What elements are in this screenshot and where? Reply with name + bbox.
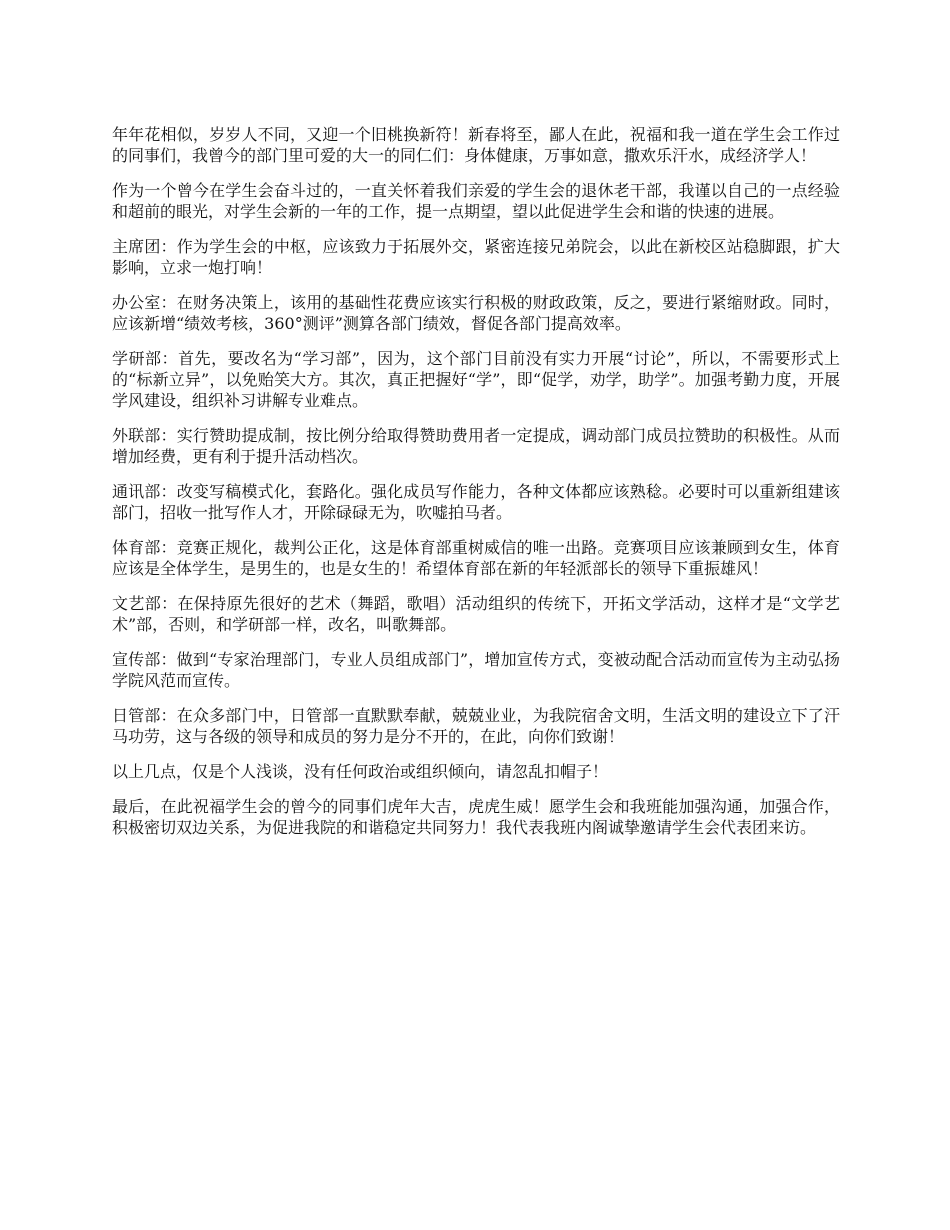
paragraph-outreach-dept: 外联部：实行赞助提成制，按比例分给取得赞助费用者一定提成，调动部门成员拉赞助的积极性。从而增加经费，更有利于提升活动档次。 [112, 426, 840, 466]
paragraph-sports-dept: 体育部：竞赛正规化，裁判公正化，这是体育部重树威信的唯一出路。竞赛项目应该兼顾到女生，体育应该是全体学生，是男生的，也是女生的！希望体育部在新的年轻派部长的领导下重振雄风！ [112, 538, 840, 578]
document-body [112, 124, 840, 852]
paragraph-closing: 最后，在此祝福学生会的曾今的同事们虎年大吉，虎虎生威！愿学生会和我班能加强沟通，加强合作，积极密切双边关系，为促进我院的和谐稳定共同努力！我代表我班内阁诚挚邀请学生会代表团来访。 [112, 797, 840, 837]
paragraph-arts-dept: 文艺部：在保持原先很好的艺术（舞蹈，歌唱）活动组织的传统下，开拓文学活动，这样才是“文学艺术”部，否则，和学研部一样，改名，叫歌舞部。 [112, 594, 840, 634]
paragraph-greeting: 年年花相似，岁岁人不同，又迎一个旧桃换新符！新春将至，鄙人在此，祝福和我一道在学生会工作过的同事们，我曾今的部门里可爱的大一的同仁们：身体健康，万事如意，撒欢乐汗水，成经济学人！ [112, 125, 840, 165]
paragraph-presidium: 主席团：作为学生会的中枢，应该致力于拓展外交，紧密连接兄弟院会，以此在新校区站稳脚跟，扩大影响，立求一炮打响！ [112, 237, 840, 277]
paragraph-publicity-dept: 宣传部：做到“专家治理部门，专业人员组成部门”，增加宣传方式，变被动配合活动而宣传为主动弘扬学院风范而宣传。 [112, 650, 840, 690]
paragraph-daily-mgmt-dept: 日管部：在众多部门中，日管部一直默默奉献，兢兢业业，为我院宿舍文明，生活文明的建设立下了汗马功劳，这与各级的领导和成员的努力是分不开的，在此，向你们致谢！ [112, 706, 840, 746]
paragraph-disclaimer: 以上几点，仅是个人浅谈，没有任何政治或组织倾向，请忽乱扣帽子！ [112, 762, 609, 781]
paragraph-news-dept: 通讯部：改变写稿模式化，套路化。强化成员写作能力，各种文体都应该熟稔。必要时可以重新组建该部门，招收一批写作人才，开除碌碌无为，吹嘘拍马者。 [112, 482, 840, 522]
paragraph-study-dept: 学研部：首先，要改名为“学习部”，因为，这个部门目前没有实力开展“讨论”，所以，不需要形式上的“标新立异”，以免贻笑大方。其次，真正把握好“学”，即“促学，劝学，助学”。加强考勤力度，开展学风建设，组织补习讲解专业难点。 [112, 349, 840, 410]
paragraph-office: 办公室：在财务决策上，该用的基础性花费应该实行积极的财政政策，反之，要进行紧缩财政。同时，应该新增“绩效考核，360°测评”测算各部门绩效，督促各部门提高效率。 [112, 293, 840, 333]
paragraph-intro: 作为一个曾今在学生会奋斗过的，一直关怀着我们亲爱的学生会的退休老干部，我谨以自己的一点经验和超前的眼光，对学生会新的一年的工作，提一点期望，望以此促进学生会和谐的快速的进展。 [112, 181, 840, 221]
